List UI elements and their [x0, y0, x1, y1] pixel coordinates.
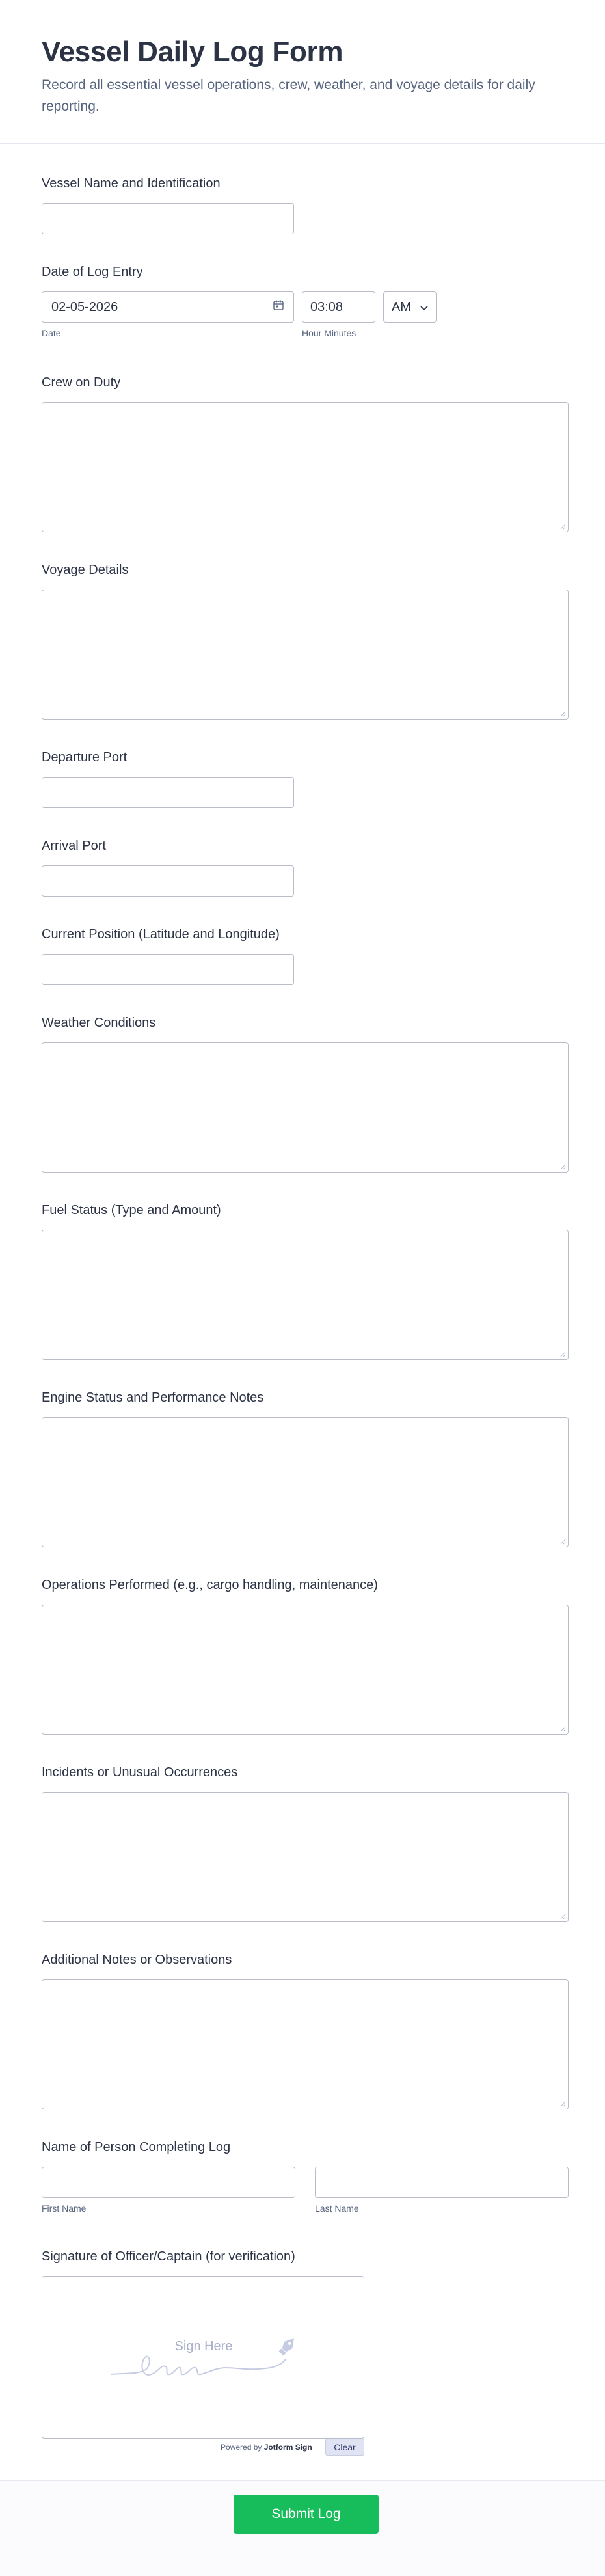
vessel-name-input[interactable]: [42, 203, 294, 234]
last-name-sublabel: Last Name: [315, 2203, 359, 2214]
last-name-input[interactable]: [315, 2167, 569, 2198]
weather-label: Weather Conditions: [42, 1016, 156, 1030]
vessel-name-field: [42, 176, 294, 234]
crew-field: [42, 375, 569, 532]
operations-label: Operations Performed (e.g., cargo handling, maintenance): [42, 1578, 378, 1592]
crew-label: Crew on Duty: [42, 375, 121, 390]
ampm-value: AM: [392, 299, 411, 314]
clear-signature-button[interactable]: Clear: [325, 2439, 364, 2456]
calendar-icon[interactable]: [273, 299, 284, 315]
ampm-select[interactable]: [383, 291, 437, 323]
notes-field: [42, 1952, 569, 2109]
departure-field: [42, 750, 294, 808]
arrival-input[interactable]: [42, 865, 294, 897]
resize-handle-icon[interactable]: [559, 711, 566, 717]
time-value: 03:08: [310, 299, 343, 314]
submit-button[interactable]: Submit Log: [234, 2495, 379, 2534]
vessel-name-label: Vessel Name and Identification: [42, 176, 221, 191]
resize-handle-icon[interactable]: [559, 1351, 566, 1357]
first-name-input[interactable]: [42, 2167, 295, 2198]
position-field: [42, 927, 294, 985]
incidents-label: Incidents or Unusual Occurrences: [42, 1765, 238, 1780]
resize-handle-icon[interactable]: [559, 2100, 566, 2107]
weather-field: [42, 1015, 569, 1173]
time-sublabel: Hour Minutes: [302, 328, 356, 338]
powered-by-text: [221, 2443, 312, 2452]
powered-brand: Jotform Sign: [263, 2443, 312, 2452]
chevron-down-icon: [420, 300, 428, 315]
time-input[interactable]: [302, 291, 375, 323]
position-input[interactable]: [42, 954, 294, 985]
signature-placeholder: Sign Here: [174, 2339, 233, 2353]
fuel-field: [42, 1202, 569, 1360]
arrival-label: Arrival Port: [42, 839, 106, 853]
voyage-field: [42, 562, 569, 720]
person-field: [42, 2139, 569, 2214]
signature-label: Signature of Officer/Captain (for verification): [42, 2249, 295, 2264]
log-date-label: Date of Log Entry: [42, 265, 143, 279]
engine-label: Engine Status and Performance Notes: [42, 1390, 264, 1405]
fuel-textarea[interactable]: [42, 1230, 569, 1360]
crew-textarea[interactable]: [42, 402, 569, 532]
first-name-sublabel: First Name: [42, 2203, 87, 2214]
departure-input[interactable]: [42, 777, 294, 808]
operations-textarea[interactable]: [42, 1605, 569, 1735]
date-input[interactable]: [42, 291, 294, 323]
date-sublabel: Date: [42, 328, 61, 338]
signature-pad[interactable]: [42, 2276, 364, 2439]
resize-handle-icon[interactable]: [559, 1538, 566, 1545]
powered-prefix: Powered by: [221, 2443, 262, 2452]
departure-label: Departure Port: [42, 750, 128, 765]
signature-field: [42, 2249, 364, 2439]
incidents-field: [42, 1765, 569, 1922]
voyage-label: Voyage Details: [42, 563, 129, 577]
form-title: Vessel Daily Log Form: [42, 36, 343, 68]
resize-handle-icon[interactable]: [559, 1726, 566, 1732]
resize-handle-icon[interactable]: [559, 1913, 566, 1919]
weather-textarea[interactable]: [42, 1042, 569, 1173]
form-subtitle: Record all essential vessel operations, crew, weather, and voyage details for daily reporting.: [42, 77, 535, 114]
incidents-textarea[interactable]: [42, 1792, 569, 1922]
form-header: [0, 0, 605, 144]
log-date-field: [42, 264, 437, 338]
date-value: 02-05-2026: [51, 299, 118, 314]
fuel-label: Fuel Status (Type and Amount): [42, 1203, 221, 1217]
voyage-textarea[interactable]: [42, 590, 569, 720]
notes-textarea[interactable]: [42, 1979, 569, 2109]
person-label: Name of Person Completing Log: [42, 2140, 231, 2154]
notes-label: Additional Notes or Observations: [42, 1953, 232, 1967]
engine-field: [42, 1390, 569, 1547]
resize-handle-icon[interactable]: [559, 523, 566, 530]
arrival-field: [42, 838, 294, 897]
resize-handle-icon[interactable]: [559, 1163, 566, 1170]
position-label: Current Position (Latitude and Longitude): [42, 927, 280, 942]
engine-textarea[interactable]: [42, 1417, 569, 1547]
operations-field: [42, 1577, 569, 1735]
signature-scribble-icon: [42, 2277, 365, 2439]
